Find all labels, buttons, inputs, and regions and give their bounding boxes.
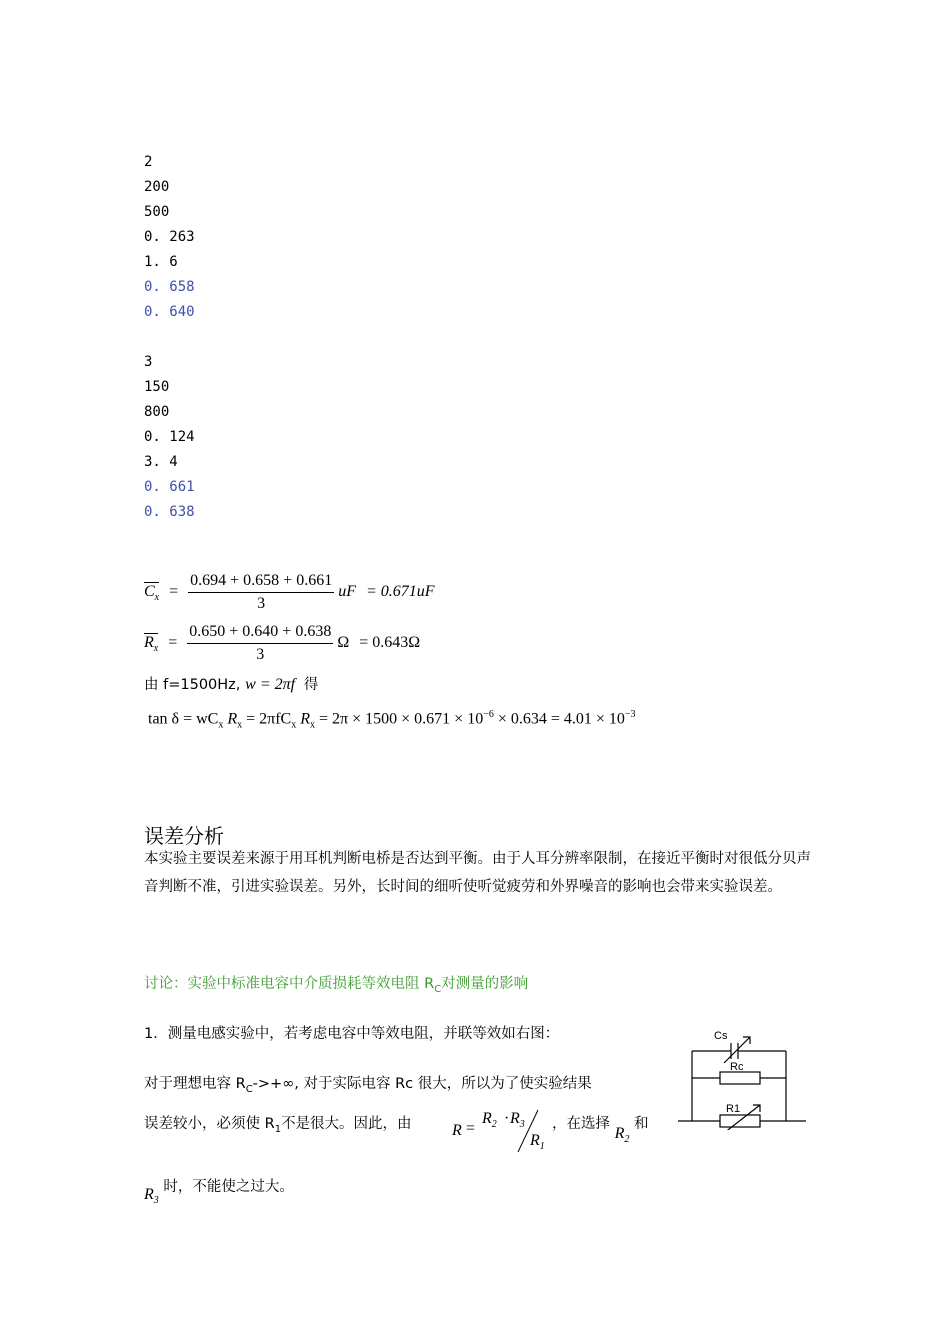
rx-numerator: 0.650 + 0.640 + 0.638 xyxy=(187,623,333,644)
cx-formula xyxy=(144,572,435,613)
table2-row: 1. 6 xyxy=(144,254,178,270)
rx-result: = 0.643Ω xyxy=(359,634,421,652)
freq-line xyxy=(144,673,318,694)
table3-row: 0. 124 xyxy=(144,429,195,445)
cx-denominator: 3 xyxy=(257,595,266,612)
rx-formula xyxy=(144,623,420,664)
tan-part: = 2πfC xyxy=(246,710,292,728)
table3-row-blue: 0. 661 xyxy=(144,479,195,495)
discussion-title: 讨论：实验中标准电容中介质损耗等效电阻 $R_C$对测量的影响 xyxy=(144,976,529,995)
tan-part: tan δ = wC xyxy=(148,710,219,728)
cx-unit: uF xyxy=(338,583,356,601)
discussion-line-3-after: ，在选择 $R_2$ 和 xyxy=(552,1116,649,1146)
table2-row: 2 xyxy=(144,154,153,170)
label-rc: Rc xyxy=(730,1061,744,1073)
freq-prefix: 由 f=1500Hz, xyxy=(144,677,241,693)
tan-part: R xyxy=(227,710,238,728)
cx-symbol: $C_x$ xyxy=(144,583,160,604)
discussion-line-3: 误差较小，必须使 $R_1$不是很大。因此，由 xyxy=(144,1116,412,1135)
table3-row: 3 xyxy=(144,354,153,370)
table2-row-blue: 0. 640 xyxy=(144,304,195,320)
omega-expr: w = 2πf xyxy=(245,676,296,693)
rx-denominator: 3 xyxy=(256,646,265,663)
freq-suffix: 得 xyxy=(303,677,319,693)
cx-numerator: 0.694 + 0.658 + 0.661 xyxy=(188,572,334,593)
tan-exp: −6 xyxy=(483,709,494,720)
tan-formula xyxy=(148,709,636,731)
cx-fraction xyxy=(188,572,334,613)
table3-row: 800 xyxy=(144,404,170,420)
cx-eq: = xyxy=(169,583,179,601)
tan-exp: −3 xyxy=(624,709,636,720)
tan-part: × 0.634 = 4.01 × 10 xyxy=(497,710,625,728)
cx-result: = 0.671uF xyxy=(365,583,435,601)
rx-eq: = xyxy=(168,634,178,652)
r-ratio-formula: R = $R_2$ · $R_3$ $R_1$ xyxy=(452,1108,552,1158)
table2-row: 0. 263 xyxy=(144,229,195,245)
table3-row-blue: 0. 638 xyxy=(144,504,195,520)
table3-row: 3. 4 xyxy=(144,454,178,470)
rx-symbol: $R_x$ xyxy=(144,634,159,655)
tan-sub: x xyxy=(237,719,243,731)
discussion-line-2: 对于理想电容 $R_C->+\infty$, 对于实际电容 Rc 很大，所以为了使实验结果 xyxy=(144,1076,592,1095)
tan-sub: x xyxy=(218,719,224,731)
label-cs: Cs xyxy=(714,1030,728,1042)
table2-row: 500 xyxy=(144,204,170,220)
table3-row: 150 xyxy=(144,379,170,395)
label-r1: R1 xyxy=(726,1103,741,1115)
discussion-line-4: $R_3$ 时，不能使之过大。 xyxy=(144,1179,294,1207)
tan-part: = 2π × 1500 × 0.671 × 10 xyxy=(319,710,484,728)
rx-fraction xyxy=(187,623,333,664)
rx-unit: Ω xyxy=(337,634,350,652)
error-paragraph: 本实验主要误差来源于用耳机判断电桥是否达到平衡。由于人耳分辨率限制，在接近平衡时对很低分贝声音判断不准，引进实验误差。另外，长时间的细听使听觉疲劳和外界噪音的影响也会带来实验误差。 xyxy=(144,851,811,895)
tan-part: R xyxy=(300,710,311,728)
tan-sub: x xyxy=(310,719,316,731)
error-heading: 误差分析 xyxy=(144,824,224,848)
parallel-circuit-diagram xyxy=(676,1025,811,1130)
table2-row: 200 xyxy=(144,179,170,195)
discussion-item-1: 1．测量电感实验中，若考虑电容中等效电阻，并联等效如右图： xyxy=(144,1026,560,1042)
tan-sub: x xyxy=(291,719,297,731)
table2-row-blue: 0. 658 xyxy=(144,279,195,295)
